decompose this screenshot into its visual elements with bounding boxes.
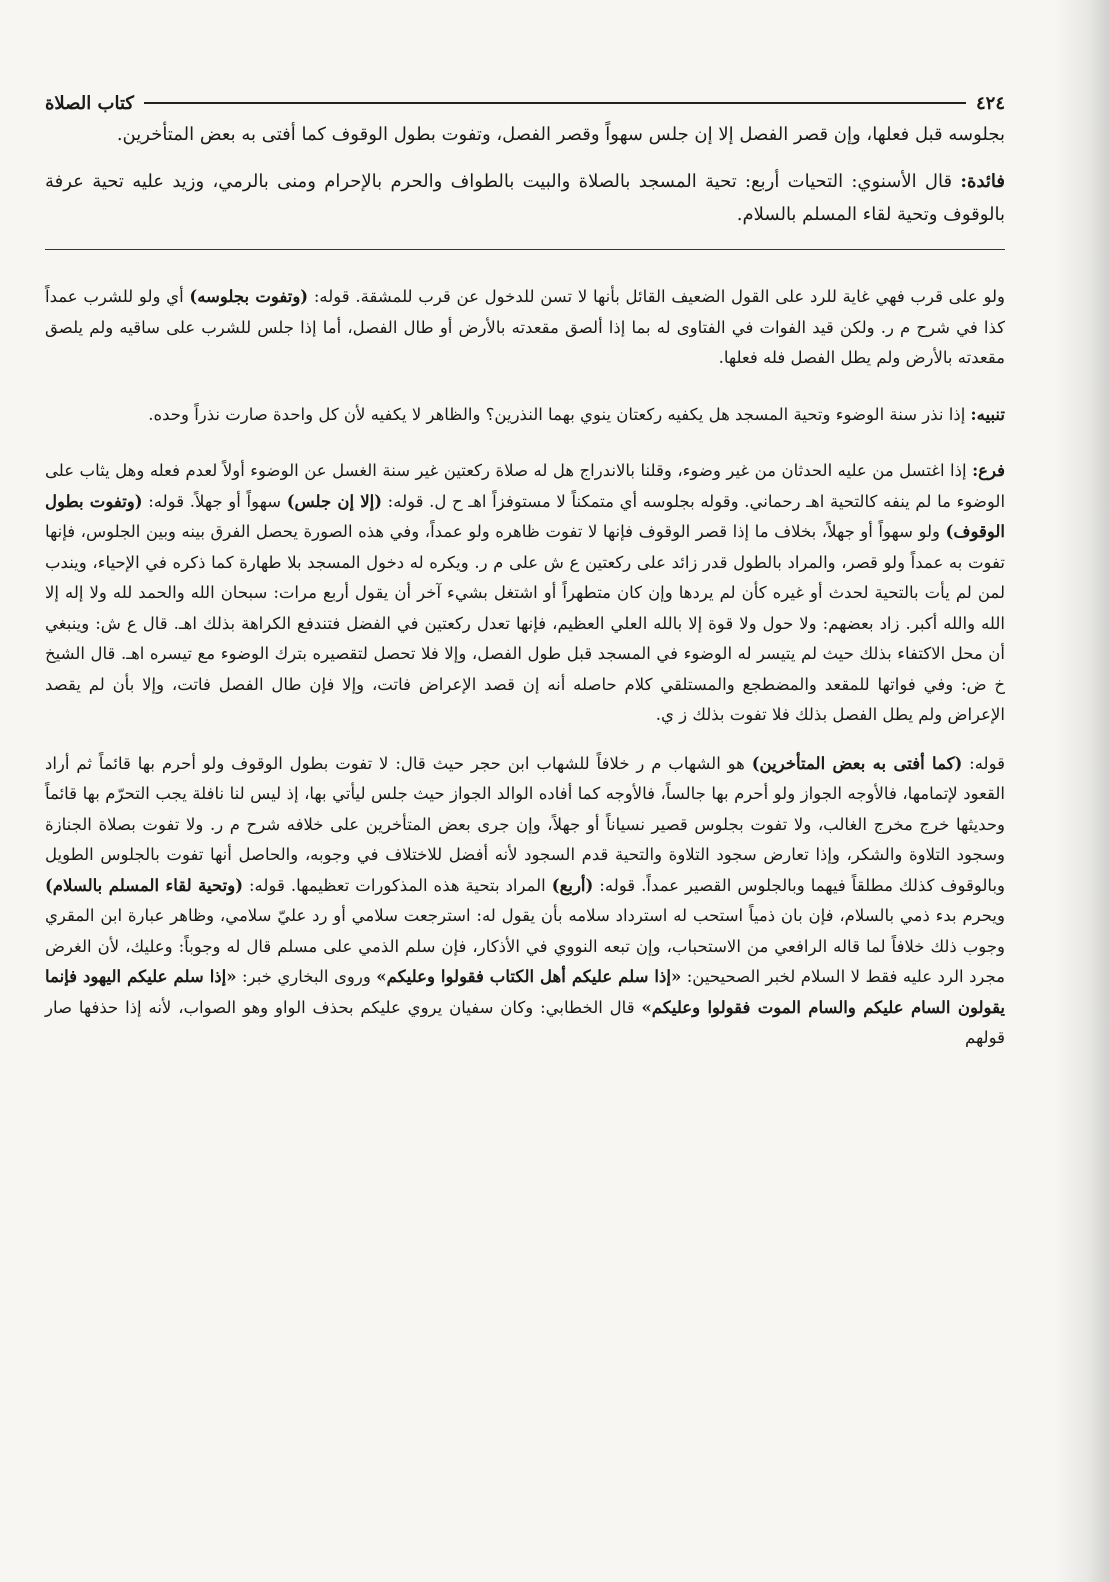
page-number: ٤٢٤ bbox=[975, 92, 1005, 114]
footnote-separator bbox=[45, 249, 1005, 250]
note-label: تنبيه: bbox=[970, 404, 1005, 424]
note-quote: (وتحية لقاء المسلم بالسلام) bbox=[45, 875, 244, 895]
benefit-label: فائدة: bbox=[960, 171, 1005, 192]
note-text: وروى البخاري خبر: bbox=[236, 967, 377, 986]
commentary-notes bbox=[45, 282, 1005, 1054]
hadith-quote: «إذا سلم عليكم أهل الكتاب فقولوا وعليكم» bbox=[376, 967, 682, 986]
book-title: كتاب الصلاة bbox=[45, 92, 134, 114]
note-quote: (وتفوت بجلوسه) bbox=[189, 287, 309, 306]
note-quote: (وتفوت بطول الوقوف) bbox=[45, 491, 1005, 541]
note-text: المراد بتحية هذه المذكورات تعظيمها. قوله: bbox=[243, 875, 552, 895]
note-text: ولو على قرب فهي غاية للرد على القول الضعيف القائل بأنها لا تسن للدخول عن قرب للمشقة. قوله: bbox=[308, 287, 1005, 306]
note-text: إذا اغتسل من عليه الحدثان من غير وضوء، وقلنا بالاندراج هل له صلاة ركعتين غير سنة الغسل عن الوضوء أولاً لعدم فعله وهل يثاب على الوضوء ما لم ينفه كالتحية اهـ رحماني. وقوله بجلوسه أي متمكناً لا مستوفزاً اهـ ح ل. قوله: bbox=[45, 461, 1006, 511]
note-text: إذا نذر سنة الوضوء وتحية المسجد هل يكفيه ركعتان ينوي بهما النذرين؟ والظاهر لا يكفيه لأن كل واحدة صارت نذراً وحده. bbox=[148, 404, 971, 424]
note-paragraph bbox=[45, 749, 1005, 1054]
note-text: هو الشهاب م ر خلافاً للشهاب ابن حجر حيث قال: لا تفوت بطول الوقوف ولو أحرم بها قائماً ثم أراد القعود لإتمامها، فالأوجه الجواز ولو أحرم بها جالساً، فالأوجه كما أفاده الوالد الجواز حيث جلس ليأتي بها، إذ ليس لنا نافلة يجب التحرّم بها قائماً وحديثها خرج مخرج الغالب، ولا تفوت بجلوس قصير نسياناً أو جهلاً، وإن جرى بعض المتأخرين على خلافه شرح م ر. ولا تفوت بصلاة الجنازة وسجود التلاوة والشكر، وإذا تعارض سجود التلاوة والتحية قدم السجود لأنه أفضل للاختلاف في وجوبه، والحاصل أنها تفوت بالجلوس الطويل وبالوقوف كذلك مطلقاً فيهما وبالجلوس القصير عمداً. قوله: bbox=[45, 753, 1006, 895]
page-header bbox=[45, 88, 1005, 118]
note-paragraph bbox=[45, 456, 1005, 731]
hadith-quote: «إذا سلم عليكم اليهود فإنما يقولون السام عليكم والسام الموت فقولوا وعليكم» bbox=[45, 967, 1006, 1017]
note-quote: (كما أفتى به بعض المتأخرين) bbox=[751, 753, 963, 773]
note-text: سهواً أو جهلاً. قوله: bbox=[142, 491, 287, 511]
note-paragraph bbox=[45, 400, 1005, 431]
page-edge-shadow bbox=[1054, 0, 1109, 1582]
benefit-text: قال الأسنوي: التحيات أربع: تحية المسجد بالصلاة والبيت بالطواف والحرم بالإحرام ومنى بالرمي، وزيد عليه تحية عرفة بالوقوف وتحية لقاء المسلم بالسلام. bbox=[45, 171, 1005, 225]
note-text: ولو سهواً أو جهلاً، بخلاف ما إذا قصر الوقوف فإنها لا تفوت ظاهره ولو عمداً، وفي هذه الصورة يحصل الفرق بينه وبين الجلوس، فإنها تفوت به عمداً ولو قصر، والمراد بالطول قدر زائد على ركعتين ع ش على م ر. ويكره له دخول المسجد بلا طهارة كما ذكره في الإحياء، ويندب لمن لم يأت بالتحية لحدث أو غيره كأن لم يردها وإن كان متطهراً أو اشتغل بشيء آخر أن يقول أربع مرات: سبحان الله والحمد لله ولا إله إلا الله والله أكبر. زاد بعضهم: ولا حول ولا قوة إلا بالله العلي العظيم، فإنها تعدل ركعتين في الفضل فتندفع الكراهة بذلك اهـ. قال ع ش: وينبغي أن محل الاكتفاء بذلك حيث لم يتيسر له الوضوء في المسجد قبل طول الفصل، وإلا فلا تحصل لتقصيره بترك الوضوء مع تيسره اهـ. قال الشيخ خ ض: وفي فواتها للمقعد والمضطجع والمستلقي كلام حاصله أنه إن قصد الإعراض فاتت، وإلا فإن طال الفصل فاتت، وإلا بأن لم يقصد الإعراض ولم يطل الفصل بذلك فلا تفوت بذلك ز ي. bbox=[45, 522, 1005, 724]
note-text: أي ولو للشرب عمداً كذا في شرح م ر. ولكن قيد الفوات في الفتاوى له بما إذا ألصق مقعدته بالأرض أو طال الفصل، أما إذا جلس للشرب على ساقيه ولم يلصق مقعدته بالأرض ولم يطل الفصل فله فعلها. bbox=[45, 287, 1005, 367]
note-quote: (أربع) bbox=[551, 875, 594, 895]
main-paragraph bbox=[45, 118, 1005, 151]
note-paragraph bbox=[45, 282, 1005, 374]
note-quote: (إلا إن جلس) bbox=[286, 491, 383, 511]
header-rule bbox=[144, 102, 966, 104]
note-text: قال الخطابي: وكان سفيان يروي عليكم بحذف الواو وهو الصواب، لأنه إذا حذفها صار قولهم bbox=[45, 997, 1005, 1047]
benefit-paragraph bbox=[45, 165, 1005, 231]
note-text: ويحرم بدء ذمي بالسلام، فإن بان ذمياً استحب له استرداد سلامه بأن يقول له: استرجعت سلامي أو رد عليّ سلامي، وظاهر عبارة ابن المقري وجوب ذلك خلافاً لما قاله الرافعي من الاستحباب، وإن تبعه النووي في الأذكار، فإن سلم الذمي على مسلم قال له وجوباً: وعليك، لأن الغرض مجرد الرد عليه فقط لا السلام لخبر الصحيحين: bbox=[45, 906, 1006, 986]
main-text bbox=[45, 118, 1005, 231]
note-label: فرع: bbox=[972, 461, 1005, 480]
book-page bbox=[45, 88, 1005, 1054]
main-paragraph-text: بجلوسه قبل فعلها، وإن قصر الفصل إلا إن جلس سهواً وقصر الفصل، وتفوت بطول الوقوف كما أفتى به بعض المتأخرين. bbox=[116, 124, 1005, 145]
note-text: قوله: bbox=[962, 753, 1005, 773]
